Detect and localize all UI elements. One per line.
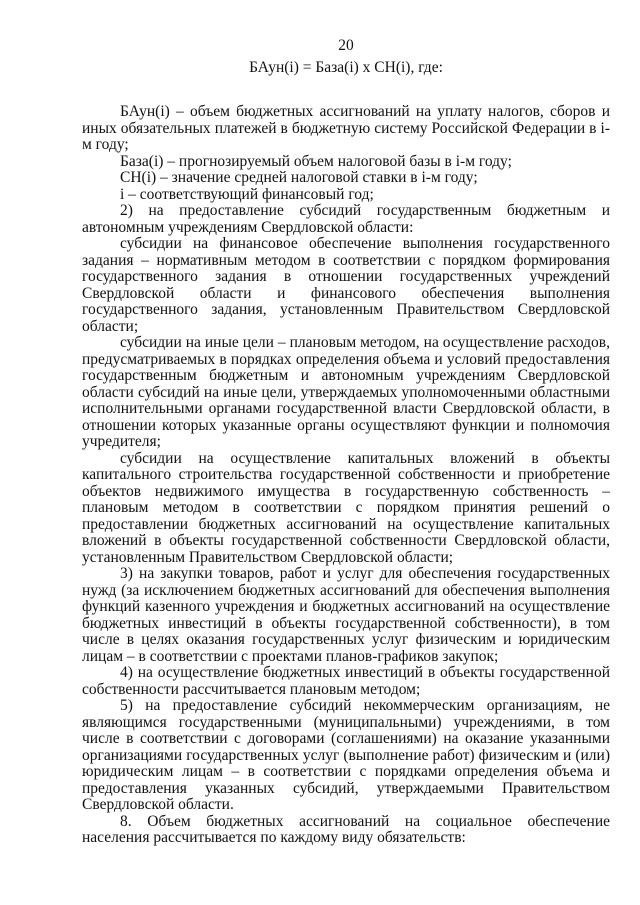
paragraph-subsidy-state-task: субсидии на финансовое обеспечение выполнения государственного задания – нормативным методом в соответствии с порядком формирования государственного задания в отношении государственных учреждений Свердловской области и финансового обеспечения выполнения государственного задания, установленным Правительством Свердловской области; bbox=[82, 235, 610, 335]
formula: БАун(i) = База(i) x СН(i), где: bbox=[249, 59, 443, 76]
paragraph-subsidy-capital-investments: субсидии на осуществление капитальных вложений в объекты капитального строительства государственной собственности и приобретение объектов недвижимого имущества в государственную собственность – плановым методом в соответствии с порядком принятия решений о предоставлении бюджетных ассигнований на осуществление капитальных вложений в объекты государственной собственности Свердловской области, установленным Правительством Свердловской области; bbox=[82, 449, 610, 566]
paragraph-subsidy-other-purposes: субсидии на иные цели – плановым методом, на осуществление расходов, предусматриваемых в порядках определения объема и условий предоставления государственным бюджетным и автономным учреждениям Свердловской области субсидий на иные цели, утверждаемых уполномоченными областными исполнительными органами государственной власти Свердловской области, в отношении которых указанные органы осуществляют функции и полномочия учредителя; bbox=[82, 334, 610, 450]
paragraph-definition-sn: СН(i) – значение средней налоговой ставки в i-м году; bbox=[120, 169, 478, 186]
paragraph-definition-baza: База(i) – прогнозируемый объем налоговой базы в i-м году; bbox=[120, 152, 512, 170]
paragraph-definition-baun: БАун(i) – объем бюджетных ассигнований на уплату налогов, сборов и иных обязательных платежей в бюджетную систему Российской Федерации в i-м году; bbox=[82, 103, 610, 153]
paragraph-section-8: 8. Объем бюджетных ассигнований на социальное обеспечение населения рассчитывается по каждому виду обязательств: bbox=[82, 812, 610, 846]
paragraph-item-4: 4) на осуществление бюджетных инвестиций в объекты государственной собственности рассчитывается плановым методом; bbox=[82, 664, 610, 698]
page-number: 20 bbox=[338, 37, 354, 54]
paragraph-item-5: 5) на предоставление субсидий некоммерческим организациям, не являющимся государственными (муниципальными) учреждениями, в том числе в соответствии с договорами (соглашениями) на оказание указанными организациями государственных услуг (выполнение работ) физическим и (или) юридическим лицам – в соответствии с порядками определения объема и предоставления указанных субсидий, утверждаемыми Правительством Свердловской области. bbox=[82, 697, 610, 813]
paragraph-item-2: 2) на предоставление субсидий государственным бюджетным и автономным учреждениям Свердловской области: bbox=[82, 202, 610, 236]
paragraph-item-3: 3) на закупки товаров, работ и услуг для обеспечения государственных нужд (за исключением бюджетных ассигнований для обеспечения выполнения функций казенного учреждения и бюджетных ассигнований на осуществление бюджетных инвестиций в объекты государственной собственности), в том числе в целях оказания государственных услуг физическим и юридическим лицам – в соответствии с проектами планов-графиков закупок; bbox=[82, 565, 610, 665]
document-page bbox=[82, 36, 610, 847]
paragraph-definition-i: i – соответствующий финансовый год; bbox=[120, 185, 374, 203]
